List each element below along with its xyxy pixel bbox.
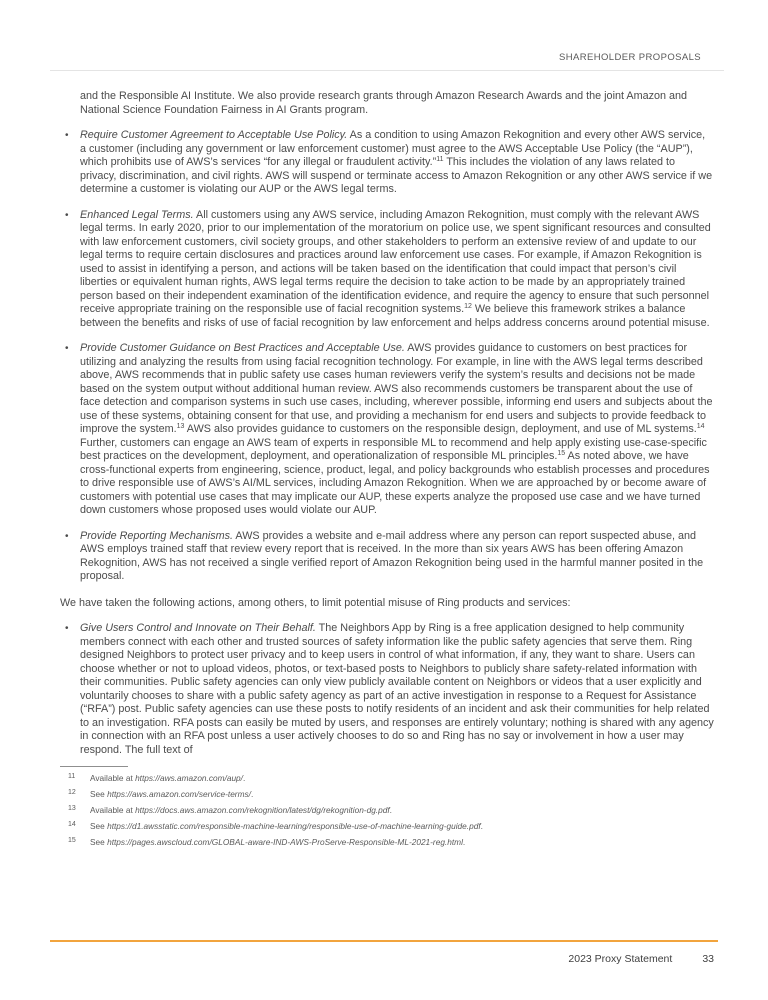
footnote bbox=[60, 789, 714, 800]
footnotes-list bbox=[60, 773, 714, 848]
footnote-number: 13 bbox=[68, 805, 76, 812]
footnote-number: 12 bbox=[68, 789, 76, 796]
footer-label: 2023 Proxy Statement bbox=[568, 952, 673, 965]
footnote-number: 14 bbox=[68, 821, 76, 828]
footnote bbox=[60, 805, 714, 816]
footnote bbox=[60, 821, 714, 832]
footnote-text: See https://pages.awscloud.com/GLOBAL-aware-IND-AWS-ProServe-Responsible-ML-2021-reg.html. bbox=[90, 837, 466, 847]
page-footer bbox=[60, 940, 714, 1000]
list-item: • Require Customer Agreement to Acceptable Use Policy. As a condition to using Amazon Rekognition and every other AWS service, a customer (including any government or law enforcement customer) must agree to the AWS Acceptable Use Policy (the “AUP”), which prohibits use of AWS’s services “for any illegal or fraudulent activity.”$^{11}$ This includes the violation of any laws related to privacy, discrimination, and civil rights. AWS will suspend or terminate access to Amazon Rekognition or any other AWS service if we determine a customer is violating our AUP or the AWS legal terms. bbox=[80, 129, 714, 197]
footer-page-number: 33 bbox=[702, 952, 714, 965]
page-header bbox=[60, 0, 714, 71]
list-item: • Provide Customer Guidance on Best Practices and Acceptable Use. AWS provides guidance to customers on best practices for utilizing and analyzing the results from using facial recognition technology. For example, in line with the AWS legal terms described above, AWS recommends that in public safety use cases human reviewers verify the system’s results and decisions not be made based on the system output without additional human review. AWS also recommends customers be transparent about the use of face detection and comparison systems in such use cases, including, wherever possible, informing end users and subjects about the use of these systems, obtaining consent for that use, and providing a mechanism for end users and subjects to provide feedback to improve the system.$^{13}$ AWS also provides guidance to customers on the responsible design, deployment, and use of ML systems.$^{14}$ Further, customers can engage an AWS team of experts in responsible ML to recommend and help apply existing use-case-specific best practices on the development, deployment, and operationalization of responsible ML principles.$^{15}$ As noted above, we have cross-functional experts from engineering, science, product, legal, and policy backgrounds who establish processes and procedures to drive responsible use of AWS’s AI/ML services, including Amazon Rekognition. When we are approached by or become aware of customers with potential use cases that may implicate our AUP, these experts analyze the proposed use case and we have turned down customers whose proposed uses would violate our AUP. bbox=[80, 342, 714, 518]
footer-row bbox=[60, 942, 714, 967]
footnote-text: See https://aws.amazon.com/service-terms/. bbox=[90, 789, 254, 799]
footnotes-section bbox=[60, 766, 714, 848]
footnote-text: Available at https://docs.aws.amazon.com/rekognition/latest/dg/rekognition-dg.pdf. bbox=[90, 805, 392, 815]
footnote-text: See https://d1.awsstatic.com/responsible-machine-learning/responsible-use-of-machine-learning-guide.pdf. bbox=[90, 821, 483, 831]
list-item: • Give Users Control and Innovate on Their Behalf. The Neighbors App by Ring is a free application designed to help community members connect with each other and trusted sources of safety information like the public safety agencies that serve them. Ring designed Neighbors to protect user privacy and to keep users in control of what information, if any, they want to share. Users can choose whether or not to upload videos, photos, or text-based posts to Neighbors to publicly share safety-related information with their communities. Public safety agencies can only view publicly available content on Neighbors or videos that a user explicitly and voluntarily chooses to share with a public safety agency as part of an active investigation in response to a Request for Assistance (“RFA”) post. Public safety agencies can use these posts to notify residents of an incident and ask their communities for help related to an investigation. RFA posts can easily be muted by users, and responses are entirely voluntary; nothing is shared with any agency in connection with an RFA post unless a user actively chooses to do so and Ring has no say or involvement in how a user may respond. The full text of bbox=[80, 622, 714, 757]
footnote bbox=[60, 773, 714, 784]
page-content bbox=[60, 71, 714, 848]
continuation-paragraph: and the Responsible AI Institute. We also provide research grants through Amazon Research Awards and the joint Amazon and National Science Foundation Fairness in AI Grants program. bbox=[80, 90, 687, 116]
list-item: • Provide Reporting Mechanisms. AWS provides a website and e-mail address where any person can report suspected abuse, and AWS employs trained staff that review every report that is received. In the more than six years AWS has been offering Amazon Rekognition, AWS has not received a single verified report of Amazon Rekognition being used in the harmful manner posited in the proposal. bbox=[80, 530, 714, 584]
ring-intro-paragraph: We have taken the following actions, among others, to limit potential misuse of Ring products and services: bbox=[60, 596, 571, 609]
footnote-number: 15 bbox=[68, 837, 76, 844]
running-head-title: SHAREHOLDER PROPOSALS bbox=[559, 52, 701, 63]
footnote-number: 11 bbox=[68, 773, 76, 780]
footnote-text: Available at https://aws.amazon.com/aup/. bbox=[90, 773, 246, 783]
aws-actions-list bbox=[60, 129, 714, 584]
footnote bbox=[60, 837, 714, 848]
list-item: • Enhanced Legal Terms. All customers using any AWS service, including Amazon Rekognition, must comply with the relevant AWS legal terms. In early 2020, prior to our implementation of the moratorium on police use, we spent significant resources and consulted with law enforcement customers, civil society groups, and other stakeholders to perform an extensive review of and update to our legal terms to require certain disclosures and practices around law enforcement use cases. For example, if Amazon Rekognition is used to assist in identifying a person, and actions will be taken based on the identification that could impact that person’s civil liberties or equivalent human rights, AWS legal terms require the decision to take action to be made by an appropriately trained person based on their independent examination of the identification evidence, and require the agency to ensure that such personnel receive appropriate training on the responsible use of facial recognition systems.$^{12}$ We believe this framework strikes a balance between the benefits and risks of use of facial recognition by law enforcement and helps address concerns around potential misuse. bbox=[80, 209, 714, 331]
ring-actions-list bbox=[60, 622, 714, 757]
footnote-separator bbox=[60, 766, 128, 767]
